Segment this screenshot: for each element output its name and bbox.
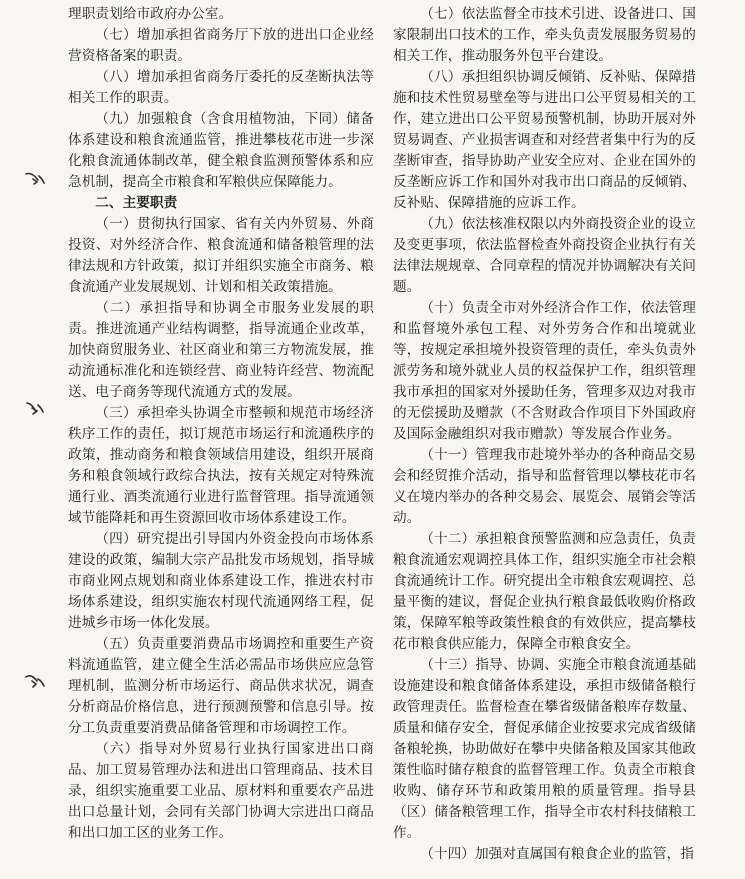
binding-mark-icon	[24, 170, 46, 186]
paragraph: （二）承担指导和协调全市服务业发展的职责。推进流通产业结构调整，指导流通企业改革，加快商贸服务业、社区商业和第三方物流发展，推动流通标准化和连锁经营、商业特许经营、物流配送、电子商务等现代流通方式的发展。	[68, 300, 374, 400]
paragraph: （一）贯彻执行国家、省有关内外贸易、外商投资、对外经济合作、粮食流通和储备粮管理的法律法规和方针政策，拟订并组织实施全市商务、粮食流通产业发展规划、计划和相关政策措施。	[68, 216, 374, 295]
paragraph: （三）承担牵头协调全市整顿和规范市场经济秩序工作的责任，拟订规范市场运行和流通秩序的政策，推动商务和粮食领域信用建设，组织开展商务和粮食领域行政综合执法，按有关规定对特殊流通行业、酒类流通行业进行监督管理。指导流通领域节能降耗和再生资源回收市场体系建设工作。	[68, 405, 374, 526]
right-column	[393, 4, 696, 865]
paragraph: 理职责划给市政府办公室。	[68, 6, 233, 22]
paragraph: （十二）承担粮食预警监测和应急责任，负责粮食流通宏观调控具体工作，组织实施全市社会粮食流通统计工作。研究提出全市粮食宏观调控、总量平衡的建议，督促企业执行粮食最低收购价格政策，保障军粮等政策性粮食的有效供应，提高攀枝花市粮食供应能力，保障全市粮食安全。	[393, 531, 696, 652]
paragraph: （八）承担组织协调反倾销、反补贴、保障措施和技术性贸易壁垒等与进出口公平贸易相关的工作，建立进出口公平贸易预警机制，协助开展对外贸易调查、产业损害调查和对经营者集中行为的反垄断审查，指导协助产业安全应对、企业在国外的反垄断应诉工作和国外对我市出口商品的反倾销、反补贴、保障措施的应诉工作。	[393, 69, 696, 211]
paragraph: （十）负责全市对外经济合作工作，依法管理和监督境外承包工程、对外劳务合作和出境就业等，按规定承担境外投资管理的责任，牵头负责外派劳务和境外就业人员的权益保护工作，组织管理我市承担的国家对外援助任务，管理多双边对我市的无偿援助及赠款（不含财政合作项目下外国政府及国际金融组织对我市赠款）等发展合作业务。	[393, 300, 696, 442]
paragraph: （九）加强粮食（含食用植物油，下同）储备体系建设和粮食流通监管，推进攀枝花市进一步深化粮食流通体制改革，健全粮食监测预警体系和应急机制，提高全市粮食和军粮供应保障能力。	[68, 111, 374, 190]
paragraph: （六）指导对外贸易行业执行国家进出口商品、加工贸易管理办法和进出口管理商品、技术目录，组织实施重要工业品、原材料和重要农产品进出口总量计划，会同有关部门协调大宗进出口商品和出口加工区的业务工作。	[68, 741, 374, 841]
binding-mark-icon	[24, 400, 46, 416]
paragraph: （五）负责重要消费品市场调控和重要生产资料流通监管，建立健全生活必需品市场供应应急管理机制，监测分析市场运行、商品供求状况，调查分析商品价格信息，进行预测预警和信息引导。按分工负责重要消费品储备管理和市场调控工作。	[68, 636, 374, 736]
paragraph: （十四）加强对直属国有粮食企业的监管，指	[420, 846, 695, 862]
paragraph: （四）研究提出引导国内外资金投向市场体系建设的政策，编制大宗产品批发市场规划，指导城市商业网点规划和商业体系建设工作，推进农村市场体系建设，组织实施农村现代流通网络工程，促进城乡市场一体化发展。	[68, 531, 374, 631]
paragraph: （十一）管理我市赴境外举办的各种商品交易会和经贸推介活动，指导和监督管理以攀枝花市名义在境内举办的各种交易会、展览会、展销会等活动。	[393, 447, 696, 526]
paragraph: （七）依法监督全市技术引进、设备进口、国家限制出口技术的工作，牵头负责发展服务贸易的相关工作，推动服务外包平台建设。	[393, 6, 696, 64]
paragraph: （七）增加承担省商务厅下放的进出口企业经营资格备案的职责。	[68, 27, 374, 64]
paragraph: （九）依法核准权限以内外商投资企业的设立及变更事项，依法监督检查外商投资企业执行有关法律法规规章、合同章程的情况并协调解决有关问题。	[393, 216, 696, 295]
left-column	[68, 4, 374, 844]
paragraph: （十三）指导、协调、实施全市粮食流通基础设施建设和粮食储备体系建设，承担市级储备粮行政管理责任。监督检查在攀省级储备粮库存数量、质量和储存安全，督促承储企业按要求完成省级储备粮轮换，协助做好在攀中央储备粮及国家其他政策性临时储存粮食的监督管理工作。负责全市粮食收购、储存环节和政策用粮的质量管理。指导县（区）储备粮管理工作，指导全市农村科技储粮工作。	[393, 657, 696, 841]
binding-mark-icon	[24, 672, 46, 688]
paragraph: （八）增加承担省商务厅委托的反垄断执法等相关工作的职责。	[68, 69, 374, 106]
section-heading: 二、主要职责	[95, 195, 178, 211]
